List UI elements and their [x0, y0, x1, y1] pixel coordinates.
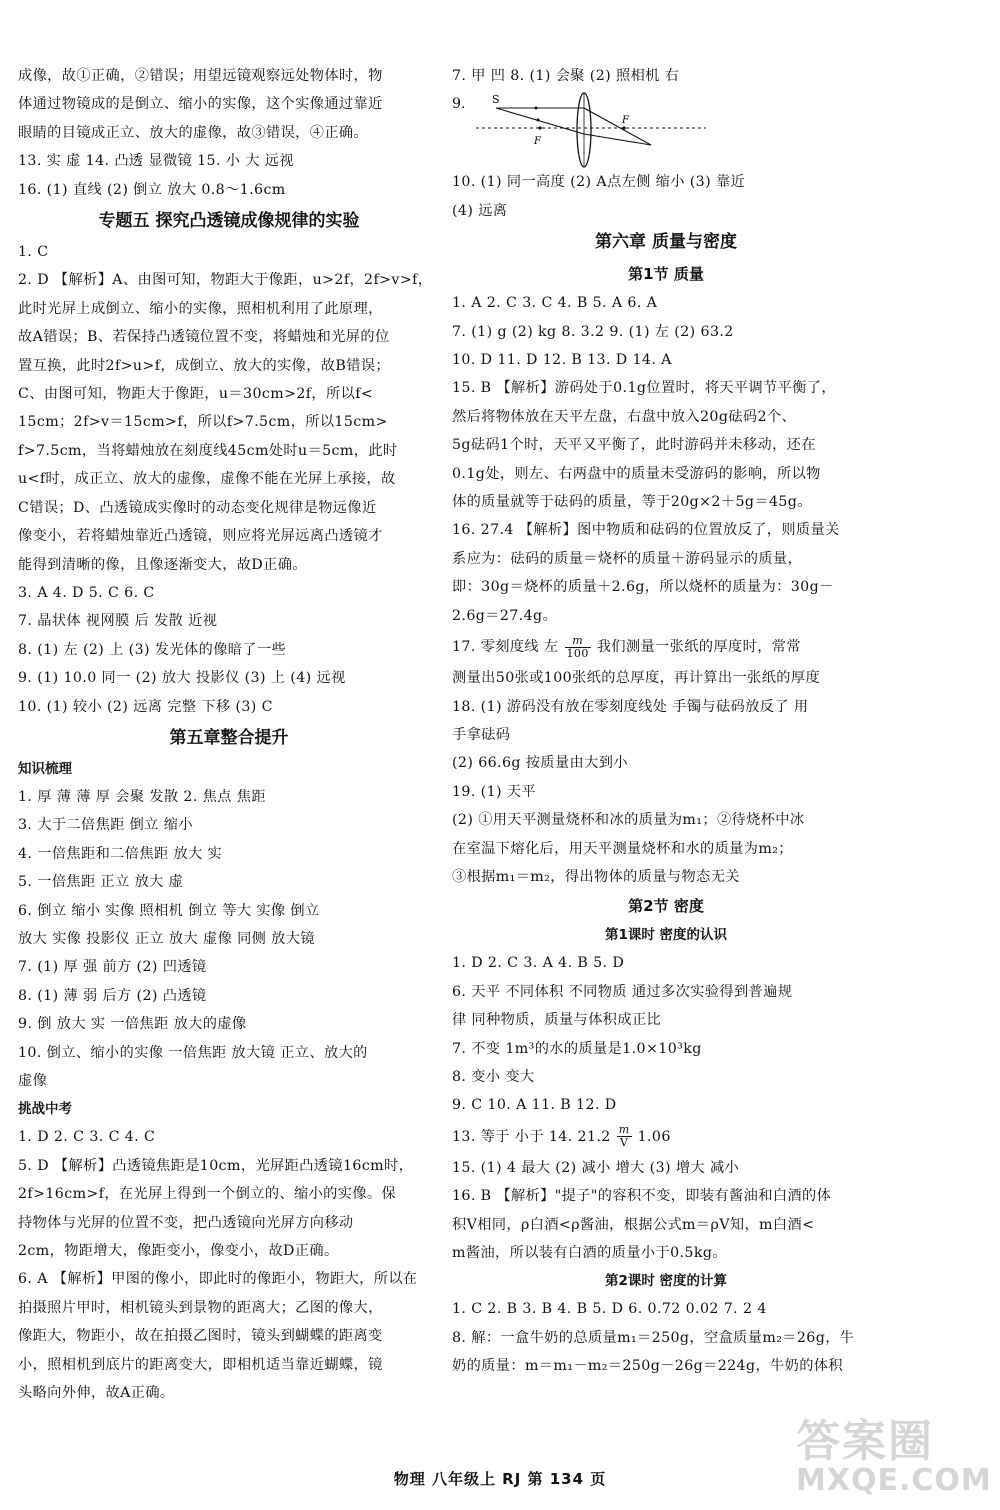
- source-label: S: [492, 93, 500, 107]
- answer-text: 1.06: [637, 1128, 671, 1145]
- answer-line: 2.6g＝27.4g。: [452, 607, 558, 624]
- answer-line: 1. 厚 薄 薄 厚 会聚 发散 2. 焦点 焦距: [18, 788, 266, 805]
- answer-line: 测量出50张或100张纸的总厚度，再计算出一张纸的厚度: [452, 670, 821, 687]
- answer-line: 像距大，物距小，故在拍摄乙图时，镜头到蝴蝶的距离变: [18, 1328, 383, 1345]
- answer-line: 持物体与光屏的位置不变，把凸透镜向光屏方向移动: [18, 1214, 354, 1231]
- answer-line: 19. (1) 天平: [452, 783, 537, 800]
- answer-line: 5. D 【解析】凸透镜焦距是10cm，光屏距凸透镜16cm时，: [18, 1157, 414, 1174]
- section-title: 第2节 密度: [628, 897, 704, 916]
- watermark-text-en: MXQE.COM: [796, 1463, 992, 1498]
- answer-line: 系应为：砝码的质量＝烧杯的质量＋游码显示的质量，: [452, 550, 803, 567]
- chapter-summary-title: 第五章整合提升: [169, 727, 289, 748]
- answer-line: 13. 实 虚 14. 凸透 显微镜 15. 小 大 远视: [18, 153, 294, 170]
- ray-arrow-marker: [537, 119, 540, 122]
- answer-line: 2. D 【解析】A、由图可知，物距大于像距，u>2f，2f>v>f，: [18, 272, 433, 289]
- answer-line: 体通过物镜成的是倒立、缩小的实像，这个实像通过靠近: [18, 96, 383, 113]
- subsection-label: 知识梳理: [18, 760, 72, 777]
- answer-line: 即：30g＝烧杯的质量＋2.6g，所以烧杯的质量为：30g－: [452, 579, 834, 596]
- answer-line: 10. D 11. D 12. B 13. D 14. A: [452, 352, 672, 369]
- watermark-logo: [796, 1405, 992, 1505]
- answer-line: 2f>16cm>f，在光屏上得到一个倒立的、缩小的实像。保: [18, 1186, 397, 1203]
- fraction-denominator: 100: [566, 646, 589, 660]
- answer-line: 0.1g处，则左、右两盘中的质量未受游码的影响，所以物: [452, 465, 821, 482]
- answer-line: 奶的质量：m＝m₁－m₂＝250g－26g＝224g，牛奶的体积: [452, 1358, 843, 1375]
- answer-line: 3. A 4. D 5. C 6. C: [18, 584, 155, 601]
- answer-line: 7. 不变 1m³的水的质量是1.0×10³kg: [452, 1040, 702, 1057]
- fraction: [617, 1124, 632, 1149]
- fraction-denominator: V: [619, 1136, 629, 1150]
- answer-line: 15cm；2f>v＝15cm>f，所以f>7.5cm，所以15cm>: [18, 414, 388, 431]
- ray-arrow-marker: [535, 107, 538, 110]
- answer-line: 能得到清晰的像，且像逐渐变大，故D正确。: [18, 556, 307, 573]
- right-column: [452, 62, 880, 1381]
- answer-line: C、由图可知，物距大于像距，u＝30cm>2f，所以f<: [18, 386, 374, 403]
- answer-line: 积V相同，ρ白酒<ρ酱油，根据公式m＝ρV知，m白酒<: [452, 1216, 815, 1233]
- answer-line: 7. (1) g (2) kg 8. 3.2 9. (1) 左 (2) 63.2: [452, 323, 734, 340]
- chapter-title: 第六章 质量与密度: [595, 232, 737, 253]
- answer-line: 放大 实像 投影仪 正立 放大 虚像 同侧 放大镜: [18, 930, 315, 947]
- answer-text: 我们测量一张纸的厚度时，常常: [596, 639, 801, 656]
- answer-line: 置互换，此时2f>u>f，成倒立、放大的实像，故B错误；: [18, 357, 391, 374]
- answer-line: 9. C 10. A 11. B 12. D: [452, 1097, 617, 1114]
- answer-line: (2) 66.6g 按质量由大到小: [452, 755, 628, 772]
- answer-text: 17. 零刻度线 左: [452, 639, 559, 656]
- answer-line: u<f时，成正立、放大的虚像，虚像不能在光屏上承接，故: [18, 471, 396, 488]
- focal-point-left: [538, 127, 541, 130]
- answer-line: 5g砝码1个时，天平又平衡了，此时游码并未移动，还在: [452, 437, 816, 454]
- answer-line: 7. 晶状体 视网膜 后 发散 近视: [18, 613, 218, 630]
- page-footer: 物理 八年级上 RJ 第 134 页: [393, 1470, 607, 1488]
- answer-line: 18. (1) 游码没有放在零刻度线处 手镯与砝码放反了 用: [452, 698, 809, 715]
- answer-line: 8. 变小 变大: [452, 1068, 535, 1085]
- fraction-numerator: m: [565, 635, 591, 648]
- fraction: [565, 635, 591, 660]
- answer-line: 此时光屏上成倒立、缩小的实像，照相机利用了此原理，: [18, 300, 383, 317]
- answer-line-with-fraction: [452, 1120, 880, 1154]
- answer-line: 1. D 2. C 3. A 4. B 5. D: [452, 955, 625, 972]
- answer-line: 小，照相机到底片的距离变大，即相机适当靠近蝴蝶，镜: [18, 1356, 383, 1373]
- focus-label-right: F: [622, 115, 629, 127]
- answer-line: 故A错误；B、若保持凸透镜位置不变，将蜡烛和光屏的位: [18, 329, 390, 346]
- answer-line: 1. A 2. C 3. C 4. B 5. A 6. A: [452, 295, 658, 312]
- answer-line: 8. (1) 薄 弱 后方 (2) 凸透镜: [18, 987, 207, 1004]
- answer-line: C错误；D、凸透镜成实像时的动态变化规律是物远像近: [18, 499, 377, 516]
- watermark-text-cn: 答案圈: [796, 1416, 934, 1467]
- answer-line: 10. 倒立、缩小的实像 一倍焦距 放大镜 正立、放大的: [18, 1044, 368, 1061]
- answer-line: 2cm，物距增大，像距变小，像变小，故D正确。: [18, 1243, 339, 1260]
- answer-line: 1. C 2. B 3. B 4. B 5. D 6. 0.72 0.02 7. 2 4: [452, 1301, 767, 1318]
- answer-line: 7. 甲 凹 8. (1) 会聚 (2) 照相机 右: [452, 68, 680, 84]
- answer-line: 16. (1) 直线 (2) 倒立 放大 0.8～1.6cm: [18, 181, 286, 198]
- incident-ray-center: [496, 108, 584, 134]
- answer-line: 6. 天平 不同体积 不同物质 通过多次实验得到普遍规: [452, 983, 793, 1000]
- answer-line: 6. A 【解析】甲图的像小，即此时的像距小，物距大，所以在: [18, 1271, 418, 1288]
- subsection-label: 挑战中考: [18, 1101, 72, 1118]
- answer-line: 16. B 【解析】"提子"的容积不变，即装有酱油和白酒的体: [452, 1188, 832, 1205]
- answer-line: 1. D 2. C 3. C 4. C: [18, 1129, 156, 1146]
- answer-line: 虚像: [18, 1073, 48, 1089]
- answer-line: 15. B 【解析】游码处于0.1g位置时，将天平调节平衡了，: [452, 380, 836, 397]
- answer-line-with-fraction: [452, 630, 880, 664]
- answer-line: 3. 大于二倍焦距 倒立 缩小: [18, 817, 193, 834]
- lesson-title: 第1课时 密度的认识: [604, 927, 728, 944]
- question-number: 9.: [452, 96, 466, 113]
- answer-line: ③根据m₁＝m₂，得出物体的质量与物态无关: [452, 868, 740, 885]
- answer-line: 6. 倒立 缩小 实像 照相机 倒立 等大 实像 倒立: [18, 902, 320, 919]
- focal-point-right: [622, 127, 625, 130]
- answer-line: 头略向外伸，故A正确。: [18, 1385, 175, 1402]
- lesson-title: 第2课时 密度的计算: [604, 1273, 728, 1290]
- answer-line: 8. (1) 左 (2) 上 (3) 发光体的像暗了一些: [18, 641, 287, 658]
- focus-label-left: F: [534, 136, 541, 148]
- answer-line: 10. (1) 同一高度 (2) A点左侧 缩小 (3) 靠近: [452, 174, 746, 191]
- fraction-numerator: m: [618, 1123, 630, 1137]
- answer-line: 5. 一倍焦距 正立 放大 虚: [18, 874, 184, 891]
- answer-line: f>7.5cm，当将蜡烛放在刻度线45cm处时u＝5cm，此时: [18, 442, 398, 459]
- lens-ray-diagram: [452, 90, 880, 168]
- answer-line: 体的质量就等于砝码的质量，等于20g×2＋5g＝45g。: [452, 494, 812, 511]
- answer-line: 然后将物体放在天平左盘，右盘中放入20g砝码2个、: [452, 408, 797, 425]
- answer-line: 成像，故①正确，②错误；用望远镜观察远处物体时，物: [18, 68, 383, 84]
- answer-line: m酱油，所以装有白酒的质量小于0.5kg。: [452, 1245, 727, 1261]
- section-title: 第1节 质量: [628, 265, 704, 284]
- answer-line: 7. (1) 厚 强 前方 (2) 凹透镜: [18, 959, 207, 976]
- answer-line: 在室温下熔化后，用天平测量烧杯和水的质量为m₂；: [452, 840, 793, 857]
- answer-line: 8. 解：一盒牛奶的总质量m₁＝250g，空盒质量m₂＝26g，牛: [452, 1329, 855, 1346]
- answer-line: 律 同种物质，质量与体积成正比: [452, 1012, 662, 1029]
- answer-line: 9. 倒 放大 实 一倍焦距 放大的虚像: [18, 1016, 247, 1033]
- answer-line: 拍摄照片甲时，相机镜头到景物的距离大；乙图的像大，: [18, 1299, 383, 1316]
- answer-line: 9. (1) 10.0 同一 (2) 放大 投影仪 (3) 上 (4) 远视: [18, 670, 346, 687]
- answer-line: 15. (1) 4 最大 (2) 减小 增大 (3) 增大 减小: [452, 1159, 740, 1176]
- answer-text: 13. 等于 小于 14. 21.2: [452, 1128, 611, 1145]
- answer-line: (2) ①用天平测量烧杯和冰的质量为m₁；②待烧杯中冰: [452, 812, 805, 829]
- ray-diagram-svg: [476, 90, 716, 168]
- left-column: [18, 62, 440, 1407]
- answer-line: 眼睛的目镜成正立、放大的虚像，故③错误，④正确。: [18, 124, 369, 141]
- answer-line: 像变小，若将蜡烛靠近凸透镜，则应将光屏远离凸透镜才: [18, 528, 383, 545]
- answer-line: 手拿砝码: [452, 726, 511, 743]
- section-title: 专题五 探究凸透镜成像规律的实验: [98, 211, 360, 232]
- answer-line: 1. C: [18, 244, 49, 261]
- answer-line: (4) 远离: [452, 202, 508, 219]
- answer-line: 4. 一倍焦距和二倍焦距 放大 实: [18, 845, 223, 862]
- answer-line: 10. (1) 较小 (2) 远离 完整 下移 (3) C: [18, 698, 273, 715]
- answer-line: 16. 27.4 【解析】图中物质和砝码的位置放反了，则质量关: [452, 522, 840, 539]
